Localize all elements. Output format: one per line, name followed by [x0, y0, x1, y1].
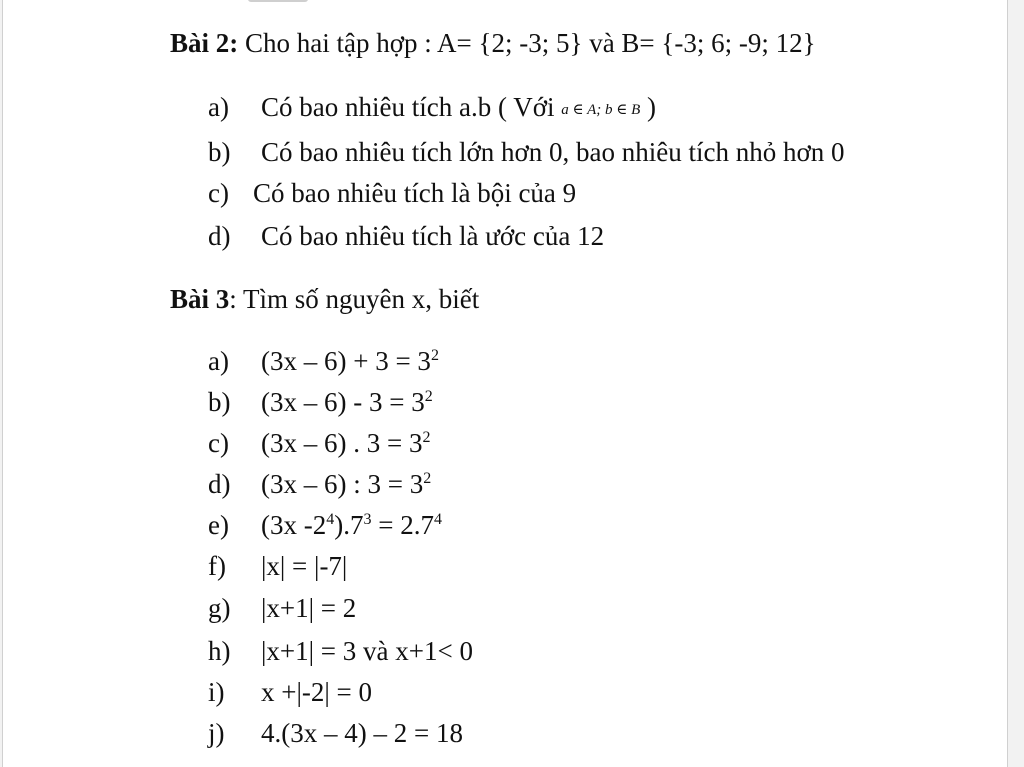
- bai3-item-marker: h): [208, 636, 231, 666]
- bai3-item-c: [261, 428, 430, 458]
- bai3-item-marker: i): [208, 677, 225, 707]
- bai2-item-a-tail: ): [640, 92, 656, 122]
- bai3-item-marker: b): [208, 387, 231, 417]
- equation-text: (3x – 6) + 3 = 3: [261, 346, 431, 376]
- exponent: 2: [422, 429, 431, 446]
- exponent: 4: [433, 511, 442, 528]
- bai3-heading: [170, 284, 479, 314]
- equation-text: (3x – 6) : 3 = 3: [261, 469, 424, 499]
- bai2-item-marker: d): [208, 221, 231, 251]
- exponent: 3: [363, 511, 372, 528]
- bai3-item-f: |x| = |-7|: [261, 551, 348, 581]
- bai2-intro: Cho hai tập hợp :: [238, 28, 438, 58]
- bai2-item-marker: c): [208, 178, 229, 208]
- exponent: 2: [424, 388, 433, 405]
- equation-text: (3x – 6) . 3 = 3: [261, 428, 423, 458]
- bai3-item-d: [261, 469, 431, 499]
- equation-text: = 2.7: [371, 510, 434, 540]
- bai3-item-marker: d): [208, 469, 231, 499]
- bai3-item-b: [261, 387, 433, 417]
- bai2-item-a-text: Có bao nhiêu tích a.b ( Với: [261, 92, 562, 122]
- bai3-item-a: [261, 346, 439, 376]
- bai3-item-e: [261, 510, 442, 540]
- bai3-item-marker: c): [208, 428, 229, 458]
- set-b: B= {-3; 6; -9; 12}: [621, 28, 816, 58]
- bai3-item-j: 4.(3x – 4) – 2 = 18: [261, 718, 463, 748]
- bai3-intro: : Tìm số nguyên x, biết: [229, 284, 480, 314]
- bai3-label: Bài 3: [170, 284, 230, 314]
- bai2-item-a: [261, 92, 656, 125]
- exponent: 2: [430, 347, 439, 364]
- bai2-item-c: Có bao nhiêu tích là bội của 9: [253, 178, 577, 208]
- bai3-item-marker: g): [208, 593, 231, 623]
- top-edge-mark: [248, 0, 308, 2]
- bai2-heading: [170, 28, 816, 58]
- and-word: và: [582, 28, 622, 58]
- bai3-item-marker: j): [208, 718, 225, 748]
- set-a: A= {2; -3; 5}: [437, 28, 583, 58]
- equation-text: ).7: [334, 510, 364, 540]
- exponent: 4: [326, 511, 335, 528]
- equation-text: (3x – 6) - 3 = 3: [261, 387, 425, 417]
- exponent: 2: [423, 470, 432, 487]
- document-page: [2, 0, 1008, 767]
- bai2-item-a-math: a ∈ A; b ∈ B: [561, 102, 641, 118]
- bai2-item-b: Có bao nhiêu tích lớn hơn 0, bao nhiêu tích nhỏ hơn 0: [261, 137, 845, 167]
- bai3-item-marker: e): [208, 510, 229, 540]
- bai3-item-marker: f): [208, 551, 226, 581]
- bai2-item-marker: a): [208, 92, 229, 122]
- bai3-item-marker: a): [208, 346, 229, 376]
- bai2-label: Bài 2:: [170, 28, 239, 58]
- bai3-item-i: x +|-2| = 0: [261, 677, 373, 707]
- bai3-item-g: |x+1| = 2: [261, 593, 357, 623]
- bai2-item-marker: b): [208, 137, 231, 167]
- bai2-item-d: Có bao nhiêu tích là ước của 12: [261, 221, 605, 251]
- equation-text: (3x -2: [261, 510, 327, 540]
- bai3-item-h: |x+1| = 3 và x+1< 0: [261, 636, 473, 666]
